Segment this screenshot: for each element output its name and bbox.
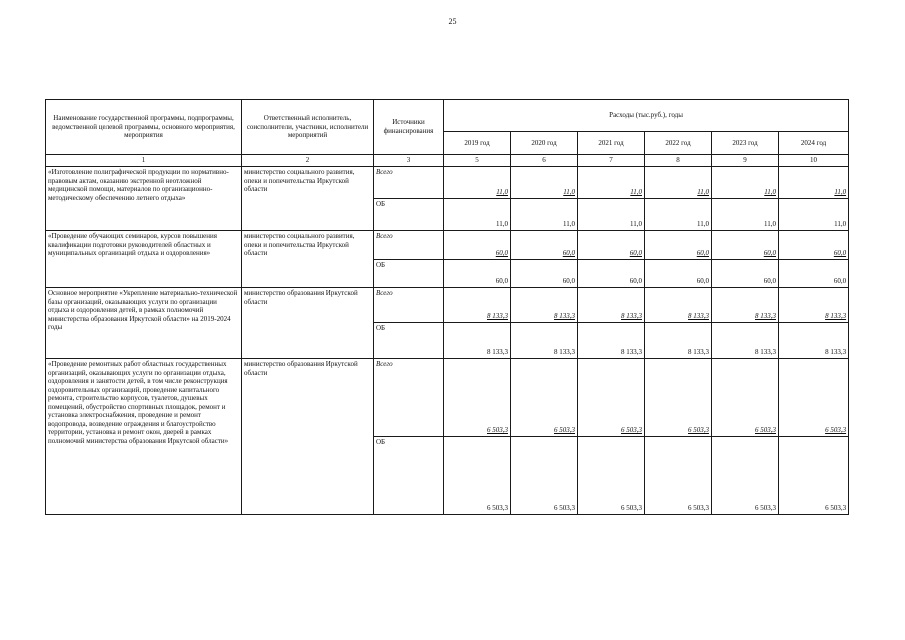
responsible-executor: министерство социального развития, опеки и попечительства Иркутской области — [242, 167, 374, 231]
header-year: 2021 год — [578, 132, 645, 155]
total-value: 60,0 — [779, 231, 849, 260]
total-value: 11,0 — [511, 167, 578, 199]
source-total-label: Всего — [374, 231, 444, 260]
responsible-executor: министерство образования Иркутской области — [242, 359, 374, 515]
ob-value: 11,0 — [712, 199, 779, 231]
source-total-label: Всего — [374, 359, 444, 437]
source-ob-label: ОБ — [374, 323, 444, 359]
header-expenses: Расходы (тыс.руб.), годы — [444, 100, 849, 132]
responsible-executor: министерство социального развития, опеки и попечительства Иркутской области — [242, 231, 374, 288]
ob-value: 8 133,3 — [712, 323, 779, 359]
total-value: 60,0 — [578, 231, 645, 260]
source-total-label: Всего — [374, 288, 444, 323]
page-number: 25 — [448, 17, 457, 26]
ob-value: 11,0 — [578, 199, 645, 231]
total-value: 11,0 — [578, 167, 645, 199]
ob-value: 11,0 — [645, 199, 712, 231]
column-number: 8 — [645, 155, 712, 167]
total-value: 6 503,3 — [511, 359, 578, 437]
table-row — [46, 288, 849, 323]
column-number: 2 — [242, 155, 374, 167]
ob-value: 60,0 — [645, 260, 712, 288]
column-number: 10 — [779, 155, 849, 167]
total-value: 8 133,3 — [712, 288, 779, 323]
column-number: 1 — [46, 155, 242, 167]
ob-value: 6 503,3 — [779, 437, 849, 515]
ob-value: 8 133,3 — [779, 323, 849, 359]
column-number: 9 — [712, 155, 779, 167]
total-value: 6 503,3 — [645, 359, 712, 437]
header-source: Источники финансирования — [374, 100, 444, 155]
total-value: 11,0 — [712, 167, 779, 199]
total-value: 11,0 — [645, 167, 712, 199]
ob-value: 8 133,3 — [578, 323, 645, 359]
table-row — [46, 359, 849, 437]
header-year: 2020 год — [511, 132, 578, 155]
activity-name: «Проведение ремонтных работ областных государственных организаций, оказывающих услуги по организации отдыха, оздоровления и занятости детей, в том числе реконструкция оздоровительных организаций, проведение капитального ремонта, строительство корпусов, туалетов, душевых помещений, обустройство спортивных площадок, ремонт и установка электроснабжения, проведение и ремонт водопровода, возведение ограждения и благоустройство территории, установка и ремонт окон, дверей в рамках полномочий министерства образования Иркутской области» — [46, 359, 242, 515]
responsible-executor: министерство образования Иркутской области — [242, 288, 374, 359]
total-value: 6 503,3 — [444, 359, 511, 437]
ob-value: 60,0 — [444, 260, 511, 288]
total-value: 60,0 — [444, 231, 511, 260]
ob-value: 60,0 — [712, 260, 779, 288]
activity-name: Основное мероприятие «Укрепление материально-технической базы организаций, оказывающих услуги по организации отдыха и оздоровления детей, в рамках полномочий министерства образования Иркутской области» на 2019-2024 годы — [46, 288, 242, 359]
source-ob-label: ОБ — [374, 199, 444, 231]
total-value: 8 133,3 — [645, 288, 712, 323]
ob-value: 6 503,3 — [444, 437, 511, 515]
header-name: Наименование государственной программы, подпрограммы, ведомственной целевой программы, основного мероприятия, мероприятия — [46, 100, 242, 155]
total-value: 8 133,3 — [779, 288, 849, 323]
ob-value: 11,0 — [779, 199, 849, 231]
ob-value: 60,0 — [511, 260, 578, 288]
total-value: 60,0 — [645, 231, 712, 260]
total-value: 6 503,3 — [779, 359, 849, 437]
column-number: 7 — [578, 155, 645, 167]
ob-value: 8 133,3 — [645, 323, 712, 359]
column-number: 5 — [444, 155, 511, 167]
ob-value: 6 503,3 — [511, 437, 578, 515]
header-year: 2019 год — [444, 132, 511, 155]
ob-value: 11,0 — [511, 199, 578, 231]
ob-value: 8 133,3 — [511, 323, 578, 359]
ob-value: 6 503,3 — [645, 437, 712, 515]
ob-value: 6 503,3 — [578, 437, 645, 515]
ob-value: 6 503,3 — [712, 437, 779, 515]
total-value: 8 133,3 — [578, 288, 645, 323]
ob-value: 60,0 — [578, 260, 645, 288]
total-value: 8 133,3 — [444, 288, 511, 323]
total-value: 11,0 — [779, 167, 849, 199]
activity-name: «Изготовление полиграфической продукции по нормативно-правовым актам, оказанию экстренной неотложной медицинской помощи, материалов по организационно-методическому обеспечению летнего отдыха» — [46, 167, 242, 231]
ob-value: 60,0 — [779, 260, 849, 288]
header-responsible: Ответственный исполнитель, соисполнители, участники, исполнители мероприятий — [242, 100, 374, 155]
total-value: 11,0 — [444, 167, 511, 199]
column-number: 3 — [374, 155, 444, 167]
activity-name: «Проведение обучающих семинаров, курсов повышения квалификации подготовки руководителей областных и муниципальных организаций отдыха и оздоровления» — [46, 231, 242, 288]
source-ob-label: ОБ — [374, 437, 444, 515]
total-value: 6 503,3 — [712, 359, 779, 437]
total-value: 60,0 — [511, 231, 578, 260]
budget-table — [45, 99, 849, 515]
ob-value: 8 133,3 — [444, 323, 511, 359]
total-value: 8 133,3 — [511, 288, 578, 323]
ob-value: 11,0 — [444, 199, 511, 231]
table-row — [46, 167, 849, 199]
column-number: 6 — [511, 155, 578, 167]
header-year: 2022 год — [645, 132, 712, 155]
header-year: 2024 год — [779, 132, 849, 155]
table-row — [46, 231, 849, 260]
total-value: 6 503,3 — [578, 359, 645, 437]
source-total-label: Всего — [374, 167, 444, 199]
total-value: 60,0 — [712, 231, 779, 260]
source-ob-label: ОБ — [374, 260, 444, 288]
header-year: 2023 год — [712, 132, 779, 155]
